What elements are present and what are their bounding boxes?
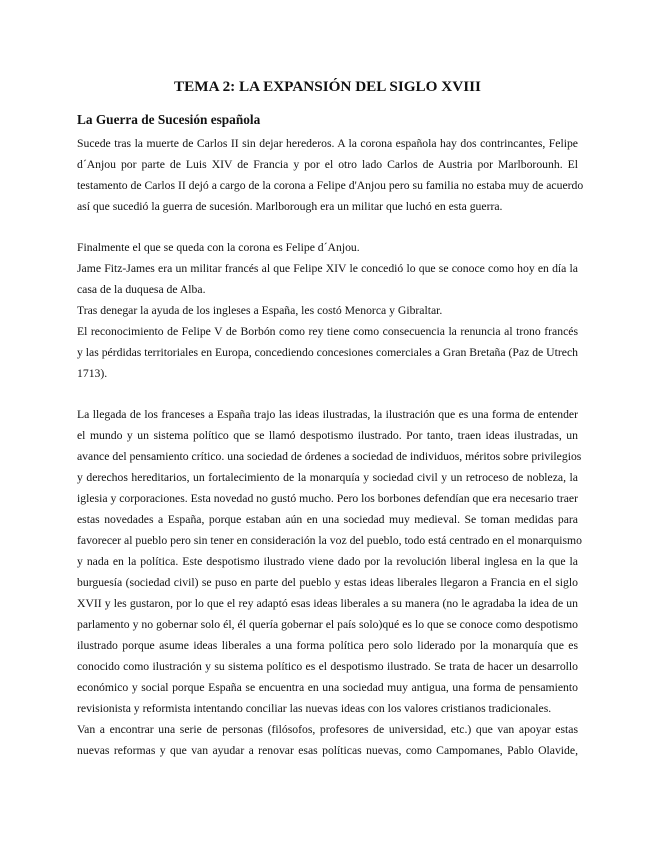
paragraph-line: casa de la duquesa de Alba. bbox=[77, 283, 206, 296]
paragraph-line: favorecer al pueblo pero sin tener en consideración la voz del pueblo, todo está centrado en el monarquismo bbox=[77, 534, 582, 547]
paragraph-line: económico y social porque España se encuentra en una sociedad muy antigua, una forma de pensamiento bbox=[77, 681, 578, 694]
paragraph-line: Finalmente el que se queda con la corona es Felipe d´Anjou. bbox=[77, 241, 360, 254]
paragraph-line: El reconocimiento de Felipe V de Borbón como rey tiene como consecuencia la renuncia al trono francés bbox=[77, 325, 578, 338]
paragraph-line: así que sucedió la guerra de sucesión. Marlborough era un militar que luchó en esta guerra. bbox=[77, 200, 503, 213]
paragraph-line: avance del pensamiento crítico. una sociedad de órdenes a sociedad de individuos, méritos sobre privilegios bbox=[77, 450, 582, 463]
paragraph-line: 1713). bbox=[77, 367, 108, 380]
paragraph-line: revisionista y reformista intentando conciliar las nuevas ideas con los valores cristianos tradicionales. bbox=[77, 702, 552, 715]
paragraph-line: y nada en la política. Este despotismo ilustrado viene dado por la revolución liberal inglesa en la que la bbox=[77, 555, 578, 568]
section-heading: La Guerra de Sucesión española bbox=[77, 112, 261, 127]
paragraph-line: estas novedades a España, porque estaban aún en una sociedad muy medieval. Se toman medidas para bbox=[77, 513, 578, 526]
paragraph-line: y derechos hereditarios, un fortalecimiento de la monarquía y sociedad civil y un retroceso de nobleza, la bbox=[77, 471, 578, 484]
paragraph-line: parlamento y no gobernar solo él, él quería gobernar el país solo)qué es lo que se conoce como despotismo bbox=[77, 618, 578, 631]
paragraph-line: burguesía (sociedad civil) se puso en parte del pueblo y estas ideas liberales llegaron a Francia en el siglo bbox=[77, 576, 578, 589]
paragraph-line: XVII y les gustaron, por lo que el rey adaptó esas ideas liberales a su manera (no le agradaba la idea de un bbox=[77, 597, 578, 610]
paragraph-line: conocido como ilustración y su sistema político es el despotismo ilustrado. Se trata de hacer un desarrollo bbox=[77, 660, 578, 673]
paragraph-line: ilustrado porque asume ideas liberales a una forma política pero solo liderado por la monarquía que es bbox=[77, 639, 578, 652]
paragraph-line: el mundo y un sistema político que se llamó despotismo ilustrado. Por tanto, traen ideas ilustradas, un bbox=[77, 429, 578, 442]
document-title: TEMA 2: LA EXPANSIÓN DEL SIGLO XVIII bbox=[174, 78, 481, 95]
paragraph-line: nuevas reformas y que van ayudar a renovar esas políticas nuevas, como Campomanes, Pablo Olavide, bbox=[77, 744, 578, 757]
paragraph-line: testamento de Carlos II dejó a cargo de la corona a Felipe d'Anjou pero su familia no estaba muy de acuerdo bbox=[77, 179, 584, 192]
paragraph-line: Sucede tras la muerte de Carlos II sin dejar herederos. A la corona española hay dos contrincantes, Felipe bbox=[77, 137, 578, 150]
paragraph-line: Tras denegar la ayuda de los ingleses a España, les costó Menorca y Gibraltar. bbox=[77, 304, 443, 317]
paragraph-line: d´Anjou por parte de Luis XIV de Francia y por el otro lado Carlos de Austria por Marlborounh. El bbox=[77, 158, 578, 171]
paragraph-line: La llegada de los franceses a España trajo las ideas ilustradas, la ilustración que es una forma de entender bbox=[77, 408, 578, 421]
paragraph-line: Van a encontrar una serie de personas (filósofos, profesores de universidad, etc.) que van apoyar estas bbox=[77, 723, 578, 736]
paragraph-line: y las pérdidas territoriales en Europa, concediendo concesiones comerciales a Gran Bretaña (Paz de Utrech bbox=[77, 346, 578, 359]
paragraph-line: Jame Fitz-James era un militar francés al que Felipe XIV le concedió lo que se conoce como hoy en día la bbox=[77, 262, 578, 275]
paragraph-line: iglesia y corporaciones. Esta novedad no gustó mucho. Pero los borbones defendían que era necesario traer bbox=[77, 492, 578, 505]
